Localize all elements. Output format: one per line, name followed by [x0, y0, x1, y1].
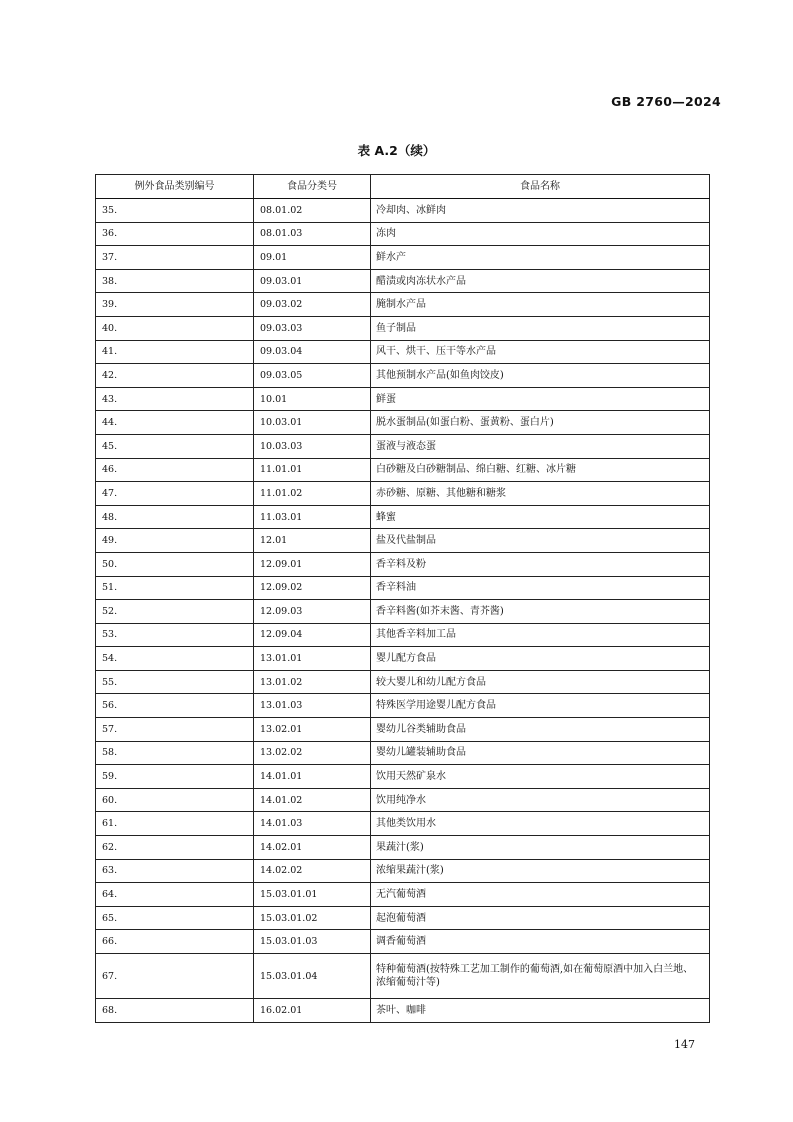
exception-number-cell: 38.	[96, 269, 254, 293]
category-code-cell: 12.09.03	[254, 600, 371, 624]
exception-number-cell: 51.	[96, 576, 254, 600]
food-name-cell: 其他香辛料加工品	[371, 623, 710, 647]
food-name-cell: 香辛料及粉	[371, 552, 710, 576]
food-name-cell: 特殊医学用途婴儿配方食品	[371, 694, 710, 718]
column-header-category-code: 食品分类号	[254, 175, 371, 199]
table-row	[96, 694, 710, 718]
food-name-cell: 其他类饮用水	[371, 812, 710, 836]
exception-number-cell: 52.	[96, 600, 254, 624]
food-name-cell: 果蔬汁(浆)	[371, 836, 710, 860]
table-row	[96, 812, 710, 836]
exception-number-cell: 53.	[96, 623, 254, 647]
category-code-cell: 09.03.01	[254, 269, 371, 293]
table-row	[96, 999, 710, 1023]
category-code-cell: 09.01	[254, 246, 371, 270]
food-name-cell: 蛋液与液态蛋	[371, 434, 710, 458]
food-name-cell: 赤砂糖、原糖、其他糖和糖浆	[371, 482, 710, 506]
category-code-cell: 14.01.02	[254, 788, 371, 812]
exception-number-cell: 56.	[96, 694, 254, 718]
table-row	[96, 836, 710, 860]
food-name-cell: 饮用天然矿泉水	[371, 765, 710, 789]
category-code-cell: 09.03.02	[254, 293, 371, 317]
table-row	[96, 859, 710, 883]
table-row	[96, 788, 710, 812]
food-name-cell: 婴幼儿罐装辅助食品	[371, 741, 710, 765]
table-row	[96, 246, 710, 270]
food-name-cell: 婴儿配方食品	[371, 647, 710, 671]
table-header-row	[96, 175, 710, 199]
category-code-cell: 14.02.02	[254, 859, 371, 883]
food-name-cell: 调香葡萄酒	[371, 930, 710, 954]
exception-number-cell: 68.	[96, 999, 254, 1023]
category-code-cell: 12.09.02	[254, 576, 371, 600]
category-code-cell: 12.01	[254, 529, 371, 553]
food-name-cell: 茶叶、咖啡	[371, 999, 710, 1023]
table-row	[96, 364, 710, 388]
table-row	[96, 930, 710, 954]
food-name-cell: 鲜蛋	[371, 387, 710, 411]
food-name-cell: 蜂蜜	[371, 505, 710, 529]
table-row	[96, 387, 710, 411]
category-code-cell: 15.03.01.02	[254, 906, 371, 930]
food-name-cell: 盐及代盐制品	[371, 529, 710, 553]
food-name-cell: 其他预制水产品(如鱼肉饺皮)	[371, 364, 710, 388]
exception-number-cell: 65.	[96, 906, 254, 930]
category-code-cell: 13.01.03	[254, 694, 371, 718]
food-name-cell: 醋渍或肉冻状水产品	[371, 269, 710, 293]
food-name-cell: 浓缩果蔬汁(浆)	[371, 859, 710, 883]
food-name-cell: 冻肉	[371, 222, 710, 246]
column-header-exception-no: 例外食品类别编号	[96, 175, 254, 199]
category-code-cell: 08.01.02	[254, 199, 371, 223]
exception-number-cell: 58.	[96, 741, 254, 765]
food-name-cell: 脱水蛋制品(如蛋白粉、蛋黄粉、蛋白片)	[371, 411, 710, 435]
exception-number-cell: 46.	[96, 458, 254, 482]
table-row	[96, 505, 710, 529]
category-code-cell: 12.09.01	[254, 552, 371, 576]
table-row	[96, 316, 710, 340]
food-name-cell: 起泡葡萄酒	[371, 906, 710, 930]
category-code-cell: 15.03.01.01	[254, 883, 371, 907]
table-row	[96, 576, 710, 600]
table-row	[96, 411, 710, 435]
exception-number-cell: 42.	[96, 364, 254, 388]
standard-code: GB 2760—2024	[611, 94, 721, 109]
table-body	[96, 199, 710, 1023]
category-code-cell: 12.09.04	[254, 623, 371, 647]
food-name-cell: 香辛料油	[371, 576, 710, 600]
food-name-cell: 香辛料酱(如芥末酱、青芥酱)	[371, 600, 710, 624]
table-row	[96, 741, 710, 765]
exception-number-cell: 48.	[96, 505, 254, 529]
category-code-cell: 09.03.05	[254, 364, 371, 388]
category-code-cell: 09.03.03	[254, 316, 371, 340]
category-code-cell: 10.03.01	[254, 411, 371, 435]
exception-number-cell: 43.	[96, 387, 254, 411]
table-row	[96, 269, 710, 293]
food-category-table	[95, 174, 710, 1023]
table-row	[96, 906, 710, 930]
exception-number-cell: 49.	[96, 529, 254, 553]
exception-number-cell: 57.	[96, 718, 254, 742]
exception-number-cell: 37.	[96, 246, 254, 270]
exception-number-cell: 61.	[96, 812, 254, 836]
category-code-cell: 16.02.01	[254, 999, 371, 1023]
food-name-cell: 饮用纯净水	[371, 788, 710, 812]
category-code-cell: 14.02.01	[254, 836, 371, 860]
table-row	[96, 600, 710, 624]
exception-number-cell: 36.	[96, 222, 254, 246]
exception-number-cell: 67.	[96, 954, 254, 999]
food-name-cell: 无汽葡萄酒	[371, 883, 710, 907]
exception-number-cell: 35.	[96, 199, 254, 223]
food-name-cell: 鱼子制品	[371, 316, 710, 340]
exception-number-cell: 54.	[96, 647, 254, 671]
exception-number-cell: 45.	[96, 434, 254, 458]
category-code-cell: 10.01	[254, 387, 371, 411]
table-row	[96, 340, 710, 364]
exception-number-cell: 41.	[96, 340, 254, 364]
exception-number-cell: 44.	[96, 411, 254, 435]
category-code-cell: 13.01.01	[254, 647, 371, 671]
table-row	[96, 458, 710, 482]
food-name-cell: 特种葡萄酒(按特殊工艺加工制作的葡萄酒,如在葡萄原酒中加入白兰地、浓缩葡萄汁等)	[371, 954, 710, 999]
table-row	[96, 482, 710, 506]
category-code-cell: 13.01.02	[254, 670, 371, 694]
column-header-food-name: 食品名称	[371, 175, 710, 199]
food-name-cell: 冷却肉、冰鲜肉	[371, 199, 710, 223]
category-code-cell: 10.03.03	[254, 434, 371, 458]
food-name-cell: 鲜水产	[371, 246, 710, 270]
exception-number-cell: 59.	[96, 765, 254, 789]
category-code-cell: 08.01.03	[254, 222, 371, 246]
exception-number-cell: 50.	[96, 552, 254, 576]
category-code-cell: 11.01.01	[254, 458, 371, 482]
food-name-cell: 风干、烘干、压干等水产品	[371, 340, 710, 364]
food-name-cell: 较大婴儿和幼儿配方食品	[371, 670, 710, 694]
exception-number-cell: 55.	[96, 670, 254, 694]
exception-number-cell: 64.	[96, 883, 254, 907]
category-code-cell: 11.01.02	[254, 482, 371, 506]
exception-number-cell: 63.	[96, 859, 254, 883]
table-row	[96, 718, 710, 742]
exception-number-cell: 40.	[96, 316, 254, 340]
category-code-cell: 13.02.02	[254, 741, 371, 765]
table-row	[96, 954, 710, 999]
table-row	[96, 552, 710, 576]
table-row	[96, 199, 710, 223]
exception-number-cell: 62.	[96, 836, 254, 860]
category-code-cell: 15.03.01.04	[254, 954, 371, 999]
exception-number-cell: 60.	[96, 788, 254, 812]
category-code-cell: 14.01.01	[254, 765, 371, 789]
category-code-cell: 09.03.04	[254, 340, 371, 364]
exception-number-cell: 66.	[96, 930, 254, 954]
table-title: 表 A.2（续）	[357, 143, 436, 158]
table-row	[96, 222, 710, 246]
table-row	[96, 293, 710, 317]
table-row	[96, 623, 710, 647]
food-name-cell: 白砂糖及白砂糖制品、绵白糖、红糖、冰片糖	[371, 458, 710, 482]
table-row	[96, 670, 710, 694]
category-code-cell: 13.02.01	[254, 718, 371, 742]
food-name-cell: 婴幼儿谷类辅助食品	[371, 718, 710, 742]
category-code-cell: 15.03.01.03	[254, 930, 371, 954]
category-code-cell: 14.01.03	[254, 812, 371, 836]
page-number: 147	[674, 1038, 695, 1051]
table-row	[96, 434, 710, 458]
exception-number-cell: 47.	[96, 482, 254, 506]
table-row	[96, 883, 710, 907]
category-code-cell: 11.03.01	[254, 505, 371, 529]
table-row	[96, 529, 710, 553]
table-row	[96, 647, 710, 671]
food-name-cell: 腌制水产品	[371, 293, 710, 317]
table-row	[96, 765, 710, 789]
exception-number-cell: 39.	[96, 293, 254, 317]
